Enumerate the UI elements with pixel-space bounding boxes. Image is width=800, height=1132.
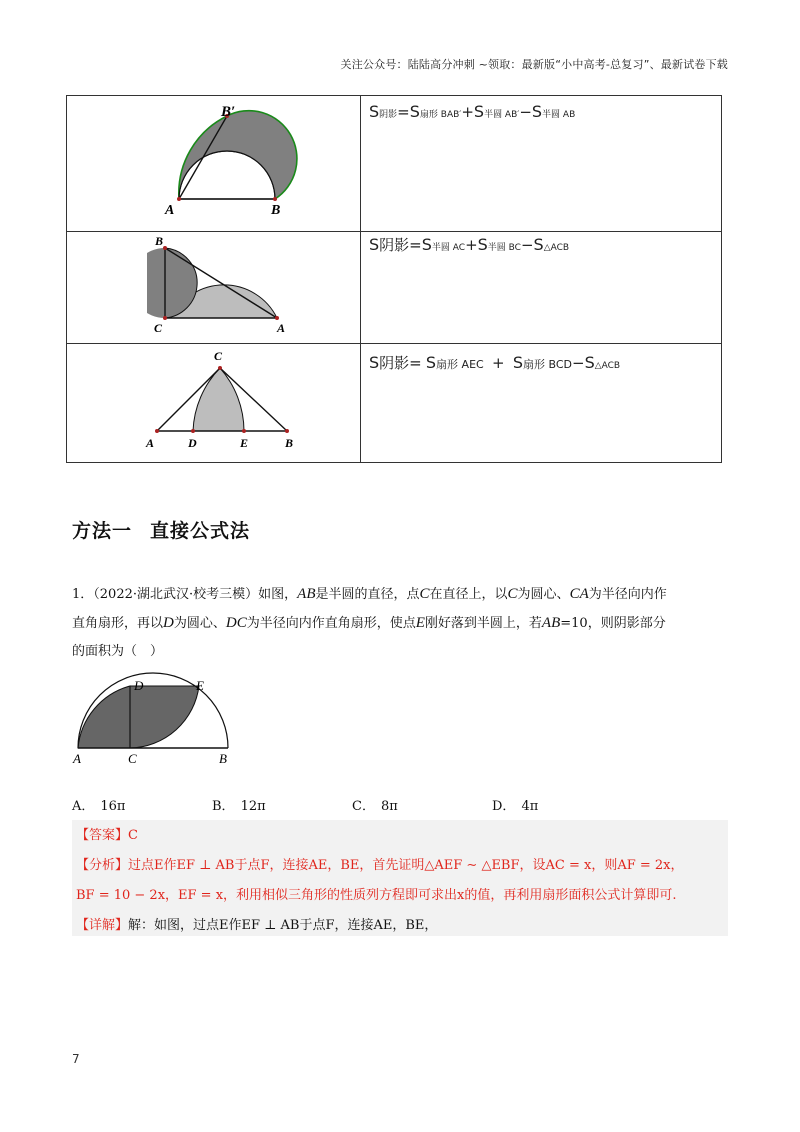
- section-heading: [72, 516, 268, 543]
- analysis-line-1: [76, 854, 684, 873]
- problem-source: （2022·湖北武汉·校考三模）: [93, 587, 259, 602]
- choice-d[interactable]: [492, 795, 538, 814]
- problem-figure: [72, 672, 242, 772]
- formula-s: S: [512, 353, 523, 372]
- table-row: [67, 343, 721, 463]
- text: 如图，: [258, 587, 298, 602]
- method-title: 直接公式法: [150, 520, 251, 542]
- formula-op: +: [461, 103, 474, 121]
- formula-sub: 扇形 AEC: [436, 358, 484, 371]
- formula-sub: △ACB: [543, 243, 570, 253]
- fig-label-d: D: [134, 678, 144, 693]
- label-a: A: [146, 436, 155, 450]
- formula-sub: 半圆 AB′: [484, 110, 520, 120]
- label-c: C: [154, 321, 163, 335]
- table-row: [67, 231, 721, 344]
- choice-letter: B．: [212, 799, 235, 814]
- formula-table: [66, 95, 722, 463]
- label-e: E: [240, 436, 249, 450]
- text: 刚好落到半圆上，若: [424, 616, 542, 631]
- formula-op: =: [397, 103, 410, 121]
- formula-op: +: [491, 354, 505, 372]
- figure-sectors-aec-bcd: [137, 344, 367, 463]
- detail-text: 解：如图，过点E作EF ⊥ AB于点F，连接AE，BE，: [128, 918, 438, 933]
- formula-s: S: [369, 353, 380, 372]
- choice-value: 16π: [100, 799, 126, 814]
- text: ，则阴影部分: [587, 616, 666, 631]
- fig-label-e: E: [196, 678, 204, 693]
- problem-text: [72, 580, 732, 666]
- formula-sub: 半圆 AC: [431, 243, 466, 253]
- formula-sub: 半圆 AB: [542, 110, 576, 120]
- figure-semicircles-acb: [147, 232, 357, 344]
- formula-op: −: [520, 236, 534, 254]
- figure-sector-bab: [147, 96, 347, 226]
- formula-s: S: [421, 235, 432, 254]
- math-eq: =10: [560, 616, 588, 631]
- label-b: B: [155, 234, 164, 248]
- math-var: AB: [297, 586, 316, 602]
- analysis-line-2: BF = 10 − 2x，EF = x，利用相似三角形的性质列方程即可求出x的值，再利用扇形面积公式计算即可.: [76, 888, 677, 903]
- formula-sub: 阴影: [379, 110, 398, 120]
- page-number: 7: [72, 1052, 80, 1066]
- math-var: C: [419, 586, 430, 602]
- formula-sub: 扇形 BAB′: [419, 110, 462, 120]
- math-var: AB: [541, 615, 561, 631]
- formula-s: S: [584, 353, 595, 372]
- formula-sub: 扇形 BCD: [522, 358, 572, 371]
- formula-s: S: [425, 353, 437, 372]
- formula-sub: 半圆 BC: [487, 243, 521, 253]
- problem-line-1: [72, 580, 732, 609]
- formula-3: [369, 352, 620, 373]
- text: 直角扇形，再以: [72, 616, 164, 631]
- fig-label-c: C: [128, 751, 137, 766]
- fig-label-a: A: [73, 751, 81, 766]
- text: 在直径上，以: [429, 587, 508, 602]
- page-header: 关注公众号：陆陆高分冲刺 ~领取：最新版“小中高考-总复习”、最新试卷下载: [340, 58, 728, 71]
- text: 为圆心、: [517, 587, 570, 602]
- text: 为半径向内作: [588, 587, 667, 602]
- analysis-text: 过点E作EF ⊥ AB于点F，连接AE，BE，首先证明△AEF ∼ △EBF，设AC = x，则AF = 2x，: [128, 858, 684, 873]
- table-row: [67, 96, 721, 231]
- math-var: DC: [225, 615, 247, 631]
- choice-letter: C．: [352, 799, 375, 814]
- choice-a[interactable]: [72, 795, 125, 814]
- formula-s: S: [531, 102, 543, 121]
- formula-s: S: [369, 102, 380, 121]
- method-label: 方法一: [72, 520, 133, 542]
- formula-2: [369, 234, 569, 255]
- choice-value: 8π: [380, 799, 398, 814]
- detail-line: [76, 914, 437, 933]
- label-b: B: [285, 436, 294, 450]
- problem-number: 1．: [72, 587, 94, 602]
- label-a: A: [277, 321, 286, 335]
- math-var: E: [415, 615, 425, 631]
- formula-op: =: [409, 354, 422, 372]
- text: 为圆心、: [173, 616, 226, 631]
- label-b: B: [271, 203, 281, 218]
- formula-sub: 阴影: [379, 236, 410, 254]
- choice-c[interactable]: [352, 795, 398, 814]
- formula-op: −: [519, 103, 532, 121]
- choice-value: 4π: [521, 799, 539, 814]
- choice-b[interactable]: [212, 795, 266, 814]
- formula-s: S: [477, 235, 488, 254]
- label-a: A: [165, 203, 175, 218]
- math-var: D: [163, 615, 174, 631]
- fig-label-b: B: [219, 751, 227, 766]
- formula-op: −: [571, 354, 585, 372]
- label-b-prime: B′: [221, 104, 236, 120]
- formula-op: +: [465, 236, 478, 254]
- formula-s: S: [409, 102, 420, 121]
- detail-tag: 【详解】: [76, 918, 129, 933]
- choice-value: 12π: [240, 799, 266, 814]
- math-var: CA: [569, 586, 589, 602]
- problem-line-3: 的面积为（ ）: [72, 644, 164, 659]
- label-d: D: [188, 436, 197, 450]
- problem-line-2: [72, 609, 732, 638]
- text: 是半圆的直径，点: [315, 587, 420, 602]
- formula-s: S: [533, 235, 544, 254]
- formula-sub: △ACB: [594, 361, 621, 371]
- label-c: C: [214, 349, 223, 363]
- formula-s: S: [473, 102, 485, 121]
- formula-s: S: [369, 235, 380, 254]
- choice-letter: A．: [72, 799, 95, 814]
- answer-box: [72, 820, 728, 936]
- analysis-tag: 【分析】: [76, 858, 129, 873]
- math-var: C: [507, 586, 518, 602]
- formula-1: [369, 102, 575, 121]
- answer-line: 【答案】C: [76, 828, 138, 843]
- text: 为半径向内作直角扇形，使点: [246, 616, 416, 631]
- formula-sub: 阴影: [379, 354, 410, 372]
- formula-op: =: [409, 236, 422, 254]
- choice-letter: D．: [492, 799, 516, 814]
